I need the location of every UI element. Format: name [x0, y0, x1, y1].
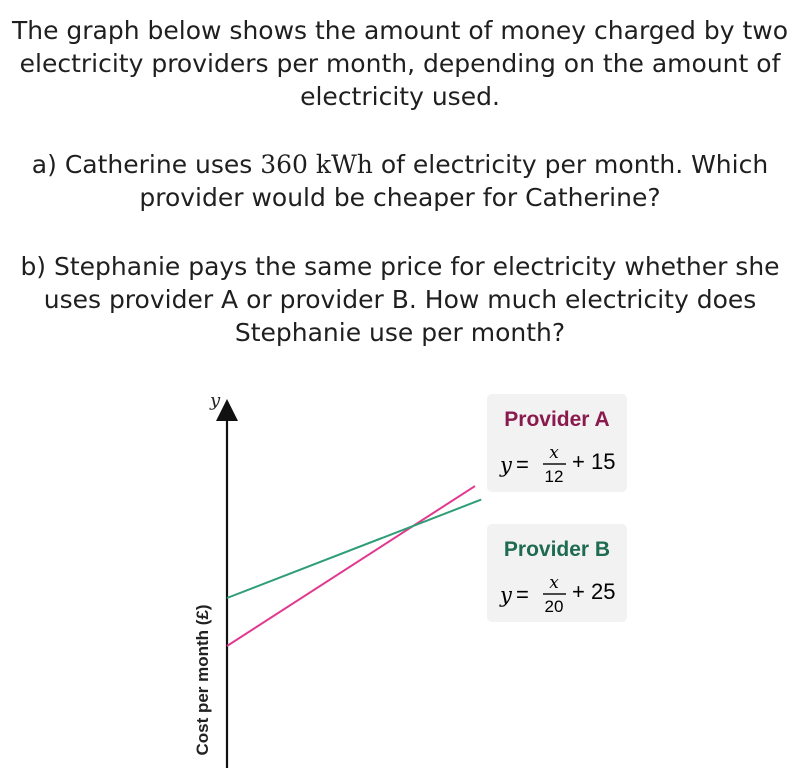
part-a-quantity: 360 kWh [260, 150, 373, 179]
provider-a-eq-equals: = [516, 452, 529, 477]
series-line-provider-a [227, 486, 475, 646]
part-a-prefix: a) Catherine uses [31, 150, 261, 179]
provider-a-label-box [487, 394, 627, 492]
series-line-provider-b [227, 500, 481, 598]
provider-b-eq-denominator: 20 [544, 597, 564, 616]
provider-a-eq-lhs: y [500, 453, 512, 477]
question-part-a [0, 148, 800, 214]
provider-a-title: Provider A [504, 408, 610, 431]
provider-b-label-box [487, 524, 627, 622]
y-axis-label: Cost per month (£) [193, 604, 212, 756]
provider-b-eq-constant: + 25 [572, 579, 616, 604]
part-a-suffix: of electricity per month. Which provider would be cheaper for Catherine? [139, 150, 769, 212]
provider-b-eq-lhs: y [500, 583, 512, 607]
y-axis-symbol: y [210, 390, 221, 411]
provider-b-title: Provider B [503, 538, 611, 561]
provider-a-eq-numerator: x [549, 443, 559, 463]
question-part-b: b) Stephanie pays the same price for electricity whether she uses provider A or provider B. How much electricity does Stephanie use per month? [20, 252, 780, 347]
provider-b-eq-numerator: x [549, 573, 559, 593]
cost-chart [0, 380, 800, 768]
provider-a-eq-constant: + 15 [572, 449, 616, 474]
provider-b-eq-equals: = [516, 582, 529, 607]
provider-a-eq-denominator: 12 [544, 467, 564, 486]
question-intro: The graph below shows the amount of money charged by two electricity providers per month, depending on the amount of electricity used. [11, 16, 789, 111]
